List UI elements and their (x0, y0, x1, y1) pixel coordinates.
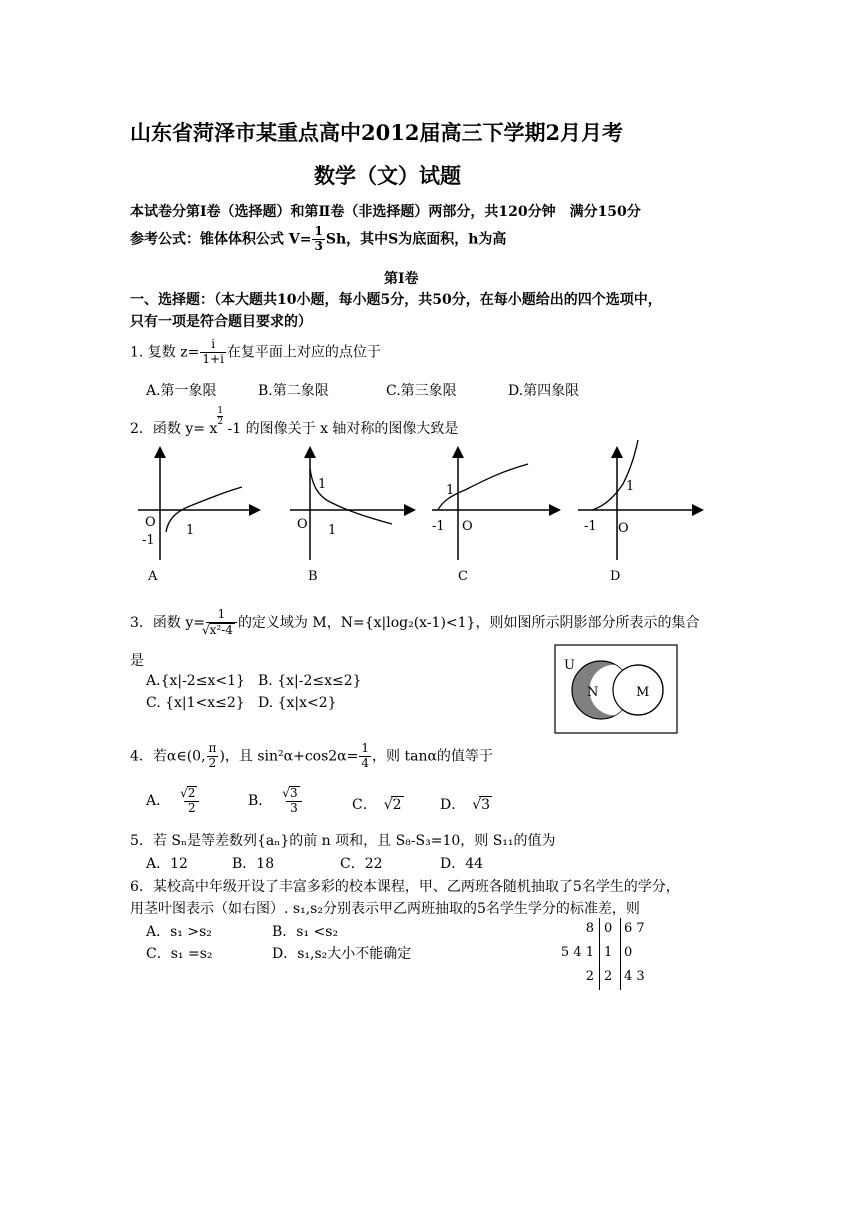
stem-leaf-plot (548, 918, 668, 990)
q4-option-b-num: √ 3 (289, 786, 299, 801)
formula-num: 1 (314, 224, 323, 238)
q4-val-num: 1 (361, 741, 370, 755)
title-line1: 山东省菏泽市某重点高中2012届高三下学期2月月考 (130, 120, 624, 145)
volume-heading: 第I卷 (384, 271, 419, 287)
q2-suffix: -1 的图像关于 x 轴对称的图像大致是 (227, 421, 459, 437)
q4-option-d-label: D． (440, 797, 466, 813)
question-1 (130, 338, 381, 367)
q4-option-b (248, 786, 303, 816)
q2-exp-num: 1 (217, 406, 224, 416)
graph-b-label: B (308, 569, 318, 584)
q4-pi-num: π (208, 741, 217, 755)
section-heading-line1: 一、选择题：（本大题共10小题，每小题5分，共50分，在每小题给出的四个选项中， (130, 292, 662, 308)
q3-num: 1 (206, 608, 237, 623)
graph-d-label: D (610, 569, 621, 584)
q4-suffix: ，则 tanα的值等于 (372, 748, 493, 765)
graph-d (578, 440, 698, 584)
graph-b-origin: O (297, 517, 308, 532)
q6-option-d: D．s₁,s₂大小不能确定 (272, 946, 412, 962)
graph-b-one: 1 (318, 477, 327, 492)
stem-leaf-stem-2: 2 (604, 969, 613, 984)
q4-option-b-label: B． (248, 792, 273, 809)
question-5: 5．若 Sₙ是等差数列{aₙ}的前 n 项和，且 S₈-S₃=10，则 S₁₁的值为 (130, 833, 556, 849)
stem-leaf-right-2: 4 3 (624, 969, 645, 984)
venn-label-u: U (564, 658, 575, 673)
exam-intro: 本试卷分第I卷（选择题）和第Ⅱ卷（非选择题）两部分，共120分钟 满分150分 (130, 204, 641, 220)
stem-leaf-left-1: 5 4 1 (560, 945, 594, 960)
graph-c-origin: O (462, 519, 473, 534)
q1-den: 1+i (202, 351, 224, 366)
q3-suffix: 的定义域为 M，N={x|log₂(x-1)<1}，则如图所示阴影部分所表示的集合 (237, 614, 700, 631)
stem-leaf-stem-1: 1 (604, 945, 613, 960)
question-3 (130, 608, 699, 638)
venn-label-n: N (587, 685, 599, 700)
q2-exp-den: 2 (217, 417, 224, 427)
q1-option-b: B.第二象限 (258, 383, 329, 399)
q3-prefix: 3．函数 y= (130, 614, 205, 631)
stem-leaf-stem-0: 0 (604, 921, 613, 936)
q1-prefix: 1. 复数 z= (130, 344, 200, 361)
q4-val-den: 4 (361, 755, 370, 770)
graph-b (290, 452, 410, 584)
question-4 (130, 742, 493, 771)
q1-suffix: 在复平面上对应的点位于 (226, 344, 381, 361)
venn-diagram (554, 644, 680, 736)
q3-option-c: C. {x|1<x≤2} (146, 695, 245, 711)
question-2 (130, 406, 459, 438)
q5-option-a: A．12 (146, 856, 188, 872)
q6-option-a: A．s₁ >s₂ (146, 924, 212, 940)
q4-prefix: 4．若α∈(0, (130, 748, 206, 765)
graph-d-one: 1 (626, 479, 635, 494)
q3-option-b: B. {x|-2≤x≤2} (258, 673, 362, 689)
stem-leaf-left-0: 8 (585, 921, 594, 936)
stem-leaf-right-0: 6 7 (624, 921, 645, 936)
graph-d-origin: O (618, 521, 629, 536)
q4-option-c-rad: √ 2 (391, 796, 404, 813)
q4-middle: )，且 sin²α+cos2α= (219, 748, 359, 765)
q1-option-c: C.第三象限 (386, 383, 457, 399)
q2-graphs (120, 440, 720, 590)
title-line2: 数学（文）试题 (314, 163, 461, 188)
question-6-line2: 用茎叶图表示（如右图）. s₁,s₂分别表示甲乙两班抽取的5名学生学分的标准差，则 (130, 901, 640, 917)
q4-option-a-den: 2 (187, 800, 196, 815)
q6-option-b: B．s₁ <s₂ (272, 924, 339, 940)
graph-d-curve (592, 440, 638, 510)
q6-option-c: C．s₁ =s₂ (146, 946, 213, 962)
section-heading-line2: 只有一项是符合题目要求的） (130, 314, 312, 330)
graph-a-neg-one: -1 (142, 533, 155, 548)
q4-option-d-rad: √ 3 (479, 796, 492, 813)
q4-pi-den: 2 (208, 755, 217, 770)
graph-a-one: 1 (186, 523, 195, 538)
graph-b-x-one: 1 (328, 523, 337, 538)
stem-leaf-right-1: 0 (624, 945, 633, 960)
formula-den: 3 (314, 238, 323, 253)
q5-option-b: B．18 (232, 856, 275, 872)
q2-prefix: 2．函数 y= x (130, 421, 218, 437)
q3-continuation: 是 (130, 653, 144, 669)
graph-c (432, 452, 555, 584)
q3-option-d: D. {x|x<2} (258, 695, 337, 711)
graph-c-one: 1 (446, 483, 455, 498)
q3-den: √ x²-4 (209, 623, 235, 638)
q1-num: i (200, 338, 226, 353)
q4-option-b-den: 3 (290, 800, 298, 815)
q4-option-c (352, 794, 404, 814)
stem-leaf-divider-right (620, 918, 621, 990)
q5-option-c: C．22 (340, 856, 383, 872)
q4-option-a-label: A． (146, 792, 171, 809)
q1-option-d: D.第四象限 (508, 383, 580, 399)
formula-prefix: 参考公式：锥体体积公式 V= (130, 231, 312, 248)
formula-suffix: Sh，其中S为底面积，h为高 (325, 231, 507, 248)
q3-option-a: A.{x|-2≤x<1} (146, 673, 245, 689)
q4-option-c-label: C． (352, 797, 377, 813)
stem-leaf-divider-left (599, 918, 600, 990)
graph-c-label: C (458, 569, 468, 584)
question-6-line1: 6．某校高中年级开设了丰富多彩的校本课程，甲、乙两班各随机抽取了5名学生的学分， (130, 879, 680, 895)
graph-d-neg-one: -1 (584, 519, 597, 534)
graph-a-origin: O (145, 515, 156, 530)
q4-option-a (146, 786, 200, 816)
graph-c-neg-one: -1 (432, 519, 445, 534)
stem-leaf-left-2: 2 (585, 969, 594, 984)
q1-option-a: A.第一象限 (146, 383, 217, 399)
q4-option-d (440, 794, 492, 814)
venn-label-m: M (636, 685, 650, 700)
graph-a-label: A (148, 569, 158, 584)
reference-formula (130, 225, 506, 254)
q4-option-a-num: √ 2 (187, 786, 197, 801)
graph-a (138, 452, 255, 584)
q5-option-d: D．44 (440, 856, 484, 872)
